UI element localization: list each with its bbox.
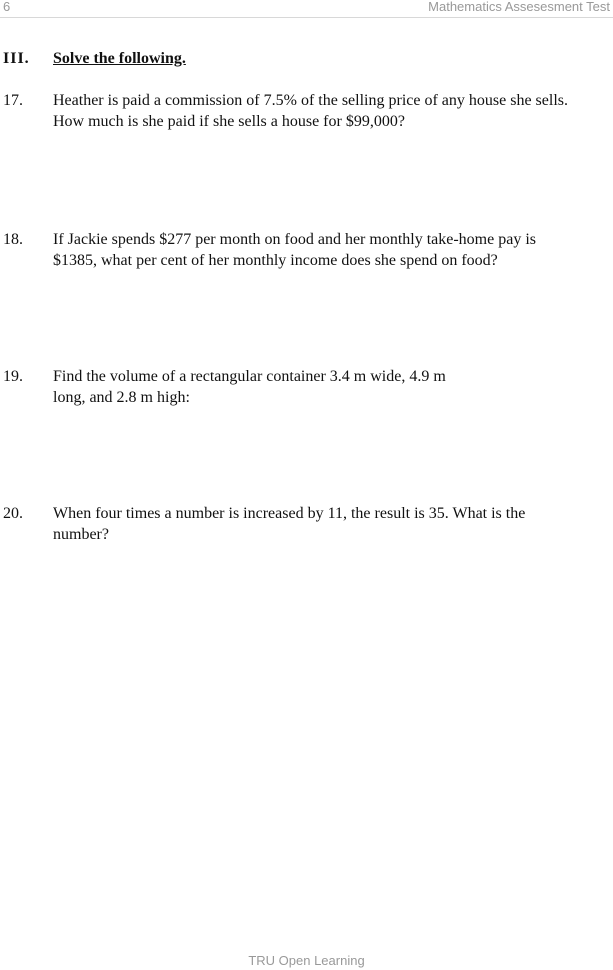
section-heading (3, 50, 186, 68)
document-title: Mathematics Assesesment Test (428, 0, 610, 14)
question-text: If Jackie spends $277 per month on food and her monthly take-home pay is $1385, what per cent of her monthly income does she spend on food? (53, 231, 536, 269)
question-text: Find the volume of a rectangular container 3.4 m wide, 4.9 m long, and 2.8 m high: (53, 368, 446, 406)
page-header (0, 0, 613, 18)
question-text: When four times a number is increased by 11, the result is 35. What is the number? (53, 505, 526, 543)
question-number: 17. (3, 92, 23, 109)
page-number: 6 (3, 0, 11, 14)
question-number: 18. (3, 231, 23, 248)
question-number: 19. (3, 368, 23, 385)
section-number: III. (3, 50, 30, 67)
page-footer: TRU Open Learning (248, 953, 365, 968)
question-text: Heather is paid a commission of 7.5% of the selling price of any house she sells. How much is she paid if she sells a house for $99,000? (53, 92, 568, 130)
question-number: 20. (3, 505, 23, 522)
section-title: Solve the following. (53, 50, 186, 67)
